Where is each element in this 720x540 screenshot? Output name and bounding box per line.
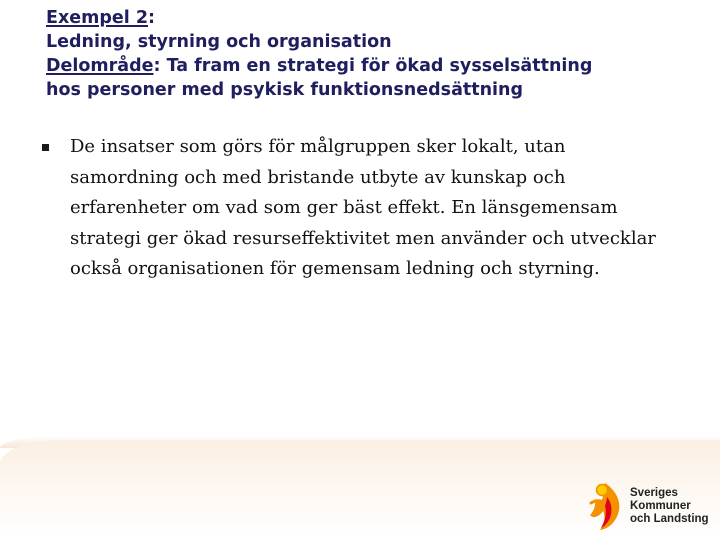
bullet-line: erfarenheter om vad som ger bäst effekt. En länsgemensam [70,197,618,218]
bullet-list [42,132,662,285]
slide-title [46,6,706,102]
subarea-label: Delområde [46,56,154,76]
title-line-topic: Ledning, styrning och organisation [46,32,392,52]
bullet-line: samordning och med bristande utbyte av kunskap och [70,166,566,188]
title-line-example [46,6,706,30]
skl-logo [584,478,716,534]
bullet-line: också organisationen för gemensam ledning och styrning. [70,258,600,279]
logo-head [597,485,608,496]
logo-line-1: Sveriges [630,486,678,499]
title-line-subarea [46,54,706,78]
skl-figure-icon [584,479,626,533]
subarea-text: : Ta fram en strategi för ökad sysselsättning [153,56,593,76]
bullet-text [70,132,662,285]
bullet-line: De insatser som görs för målgruppen sker lokalt, utan [70,136,566,157]
example-colon: : [148,8,156,28]
square-bullet-icon [42,144,49,151]
example-label: Exempel 2 [46,8,149,28]
logo-line-3: och Landsting [630,512,709,525]
title-line-subarea-cont: hos personer med psykisk funktionsnedsättning [46,80,524,100]
logo-line-2: Kommuner [630,499,691,512]
bullet-line: strategi ger ökad resurseffektivitet men använder och utvecklar [70,227,656,249]
logo-text [630,487,709,526]
list-item [42,132,662,285]
